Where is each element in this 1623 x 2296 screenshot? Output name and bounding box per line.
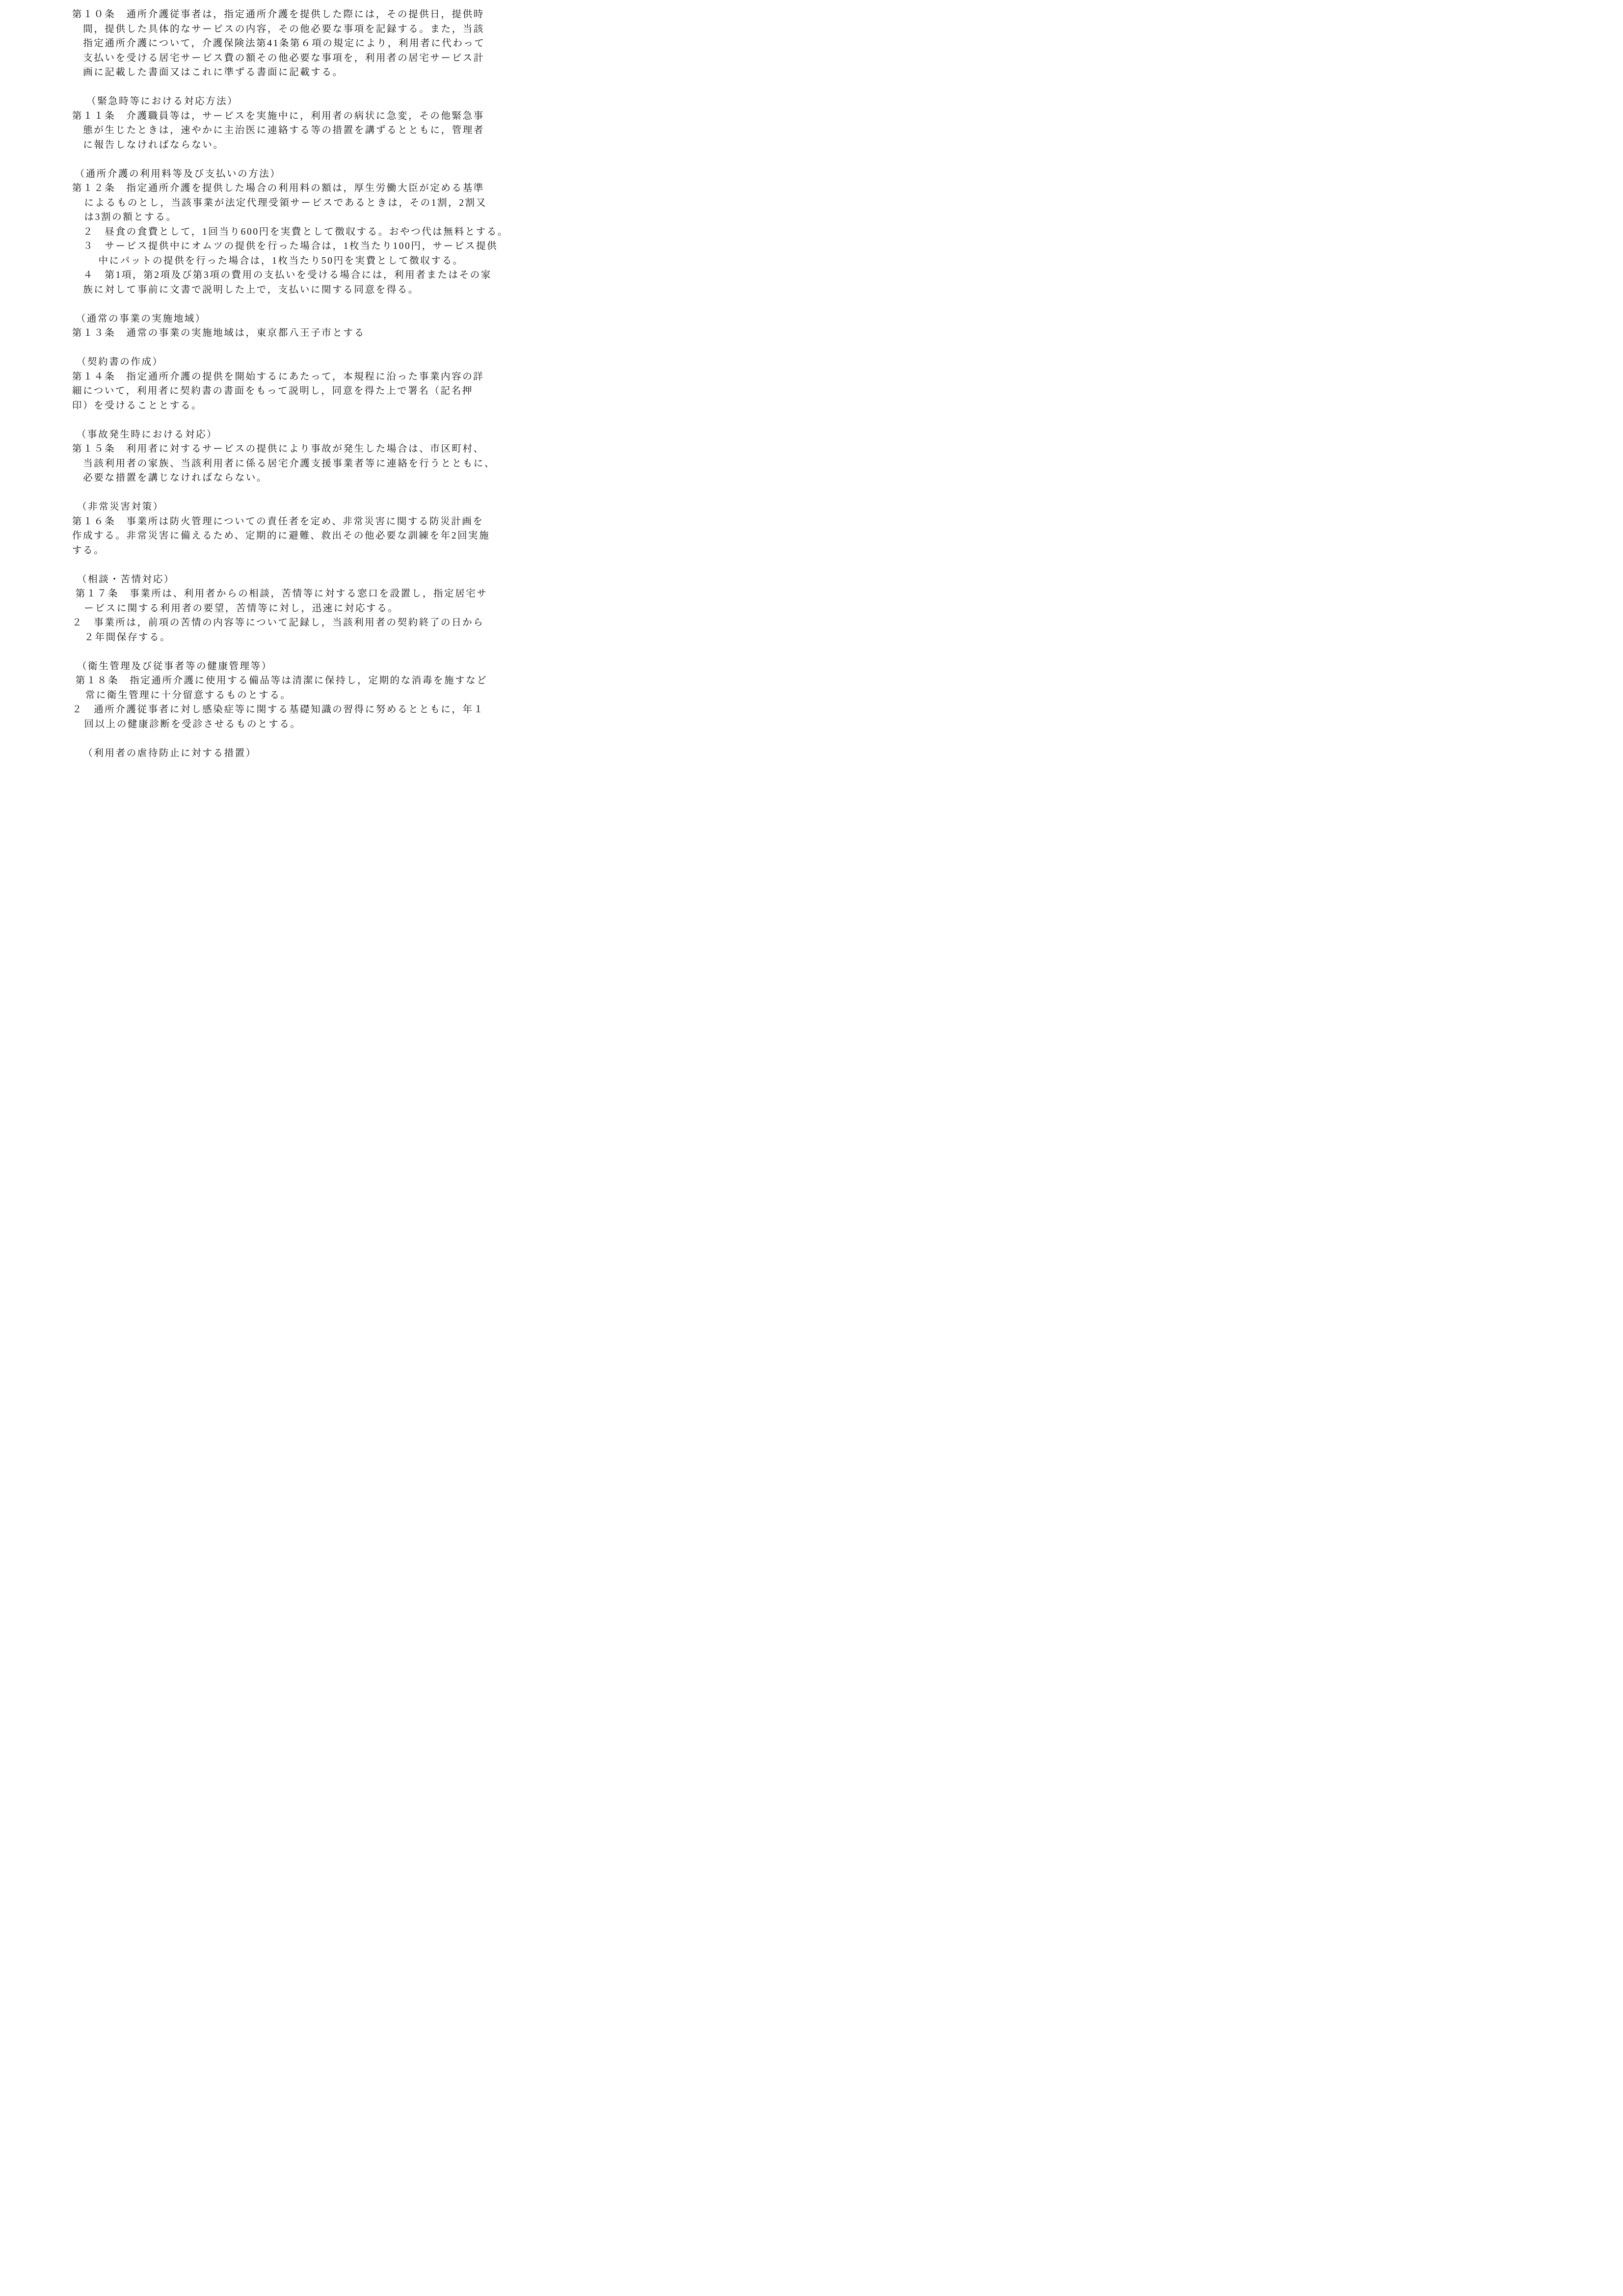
document-page [0,0,541,765]
document-line: ービスに関する利用者の要望，苦情等に対し，迅速に対応する。 [84,603,399,614]
document-line: ２ 昼食の食費として，1回当り600円を実費として徴収する。おやつ代は無料とする。 [83,226,509,237]
document-line: 印）を受けることとする。 [72,400,203,411]
section-heading: （非常災害対策） [77,502,164,512]
document-line: ３ サービス提供中にオムツの提供を行った場合は，1枚当たり100円，サービス提供 [83,241,498,251]
section-heading: （事故発生時における対応） [76,429,218,440]
document-line: ２ 事業所は，前項の苦情の内容等について記録し，当該利用者の契約終了の日から [72,618,484,628]
document-line: ２年間保存する。 [84,632,171,643]
document-line: 必要な措置を講じなければならない。 [83,473,267,483]
blank-line [72,413,541,428]
document-line: 作成する。非常災害に備えるため、定期的に避難、救出その他必要な訓練を年2回実施 [72,531,490,541]
section-heading: （通所介護の利用料等及び支払いの方法） [75,168,281,179]
document-line: 第１４条 指定通所介護の提供を開始するにあたって，本規程に沿った事業内容の詳 [72,371,484,382]
document-line: 細について，利用者に契約書の書面をもって説明し，同意を得た上で署名（記名押 [72,386,473,396]
blank-line [72,152,541,167]
blank-line [72,645,541,659]
document-line: 間，提供した具体的なサービスの内容，その他必要な事項を記録する。また，当該 [83,24,484,34]
section-heading: （利用者の虐待防止に対する措置） [83,748,257,758]
blank-line [72,80,541,95]
document-line: 第１８条 指定通所介護に使用する備品等は清潔に保持し，定期的な消毒を施すなど [75,675,488,686]
blank-line [72,297,541,312]
document-line: 第１６条 事業所は防火管理についての責任者を定め、非常災害に関する防災計画を [72,516,484,527]
blank-line [72,486,541,500]
document-line: 画に記載した書面又はこれに準ずる書面に記載する。 [83,67,344,78]
document-line: 回以上の健康診断を受診させるものとする。 [84,719,301,729]
document-line: ４ 第1項，第2項及び第3項の費用の支払いを受ける場合には，利用者またはその家 [83,270,492,280]
document-line: 態が生じたときは，速やかに主治医に連絡する等の措置を講ずるとともに，管理者 [83,125,484,135]
document-line: によるものとし，当該事業が法定代理受領サービスであるときは，その1割，2割又 [84,197,487,208]
document-line: 常に衛生管理に十分留意するものとする。 [85,690,292,701]
blank-line [72,341,541,355]
document-line: する。 [72,545,105,556]
section-heading: （通常の事業の実施地域） [76,313,206,324]
document-line: 第１７条 事業所は、利用者からの相談，苦情等に対する窓口を設置し，指定居宅サ [75,589,488,599]
document-line: 中にパットの提供を行った場合は，1枚当たり50円を実費として徴収する。 [98,255,464,266]
document-line: 族に対して事前に文書で説明した上で，支払いに関する同意を得る。 [83,284,420,295]
section-heading: （衛生管理及び従事者等の健康管理等） [77,661,272,672]
blank-line [72,558,541,572]
section-heading: （相談・苦情対応） [77,574,175,585]
blank-line [72,731,541,746]
document-line: 指定通所介護について，介護保険法第41条第６項の規定により，利用者に代わって [83,38,485,49]
document-line: は3割の額とする。 [84,212,177,222]
document-line: 支払いを受ける居宅サービス費の額その他必要な事項を，利用者の居宅サービス計 [83,53,484,63]
document-line: 第１３条 通常の事業の実施地域は，東京都八王子市とする [72,328,365,338]
document-line: 第１０条 通所介護従事者は，指定通所介護を提供した際には，その提供日，提供時 [72,9,484,20]
document-line: に報告しなければならない。 [83,139,224,150]
document-line: 第１１条 介護職員等は，サービスを実施中に，利用者の病状に急変，その他緊急事 [72,110,484,121]
section-heading: （緊急時等における対応方法） [86,96,239,107]
section-heading: （契約書の作成） [76,357,163,367]
document-line: 第１５条 利用者に対するサービスの提供により事故が発生した場合は、市区町村、 [72,444,484,454]
document-line: 第１２条 指定通所介護を提供した場合の利用料の額は，厚生労働大臣が定める基準 [72,183,484,193]
document-line: ２ 通所介護従事者に対し感染症等に関する基礎知識の習得に努めるとともに，年１ [72,704,484,715]
document-line: 当該利用者の家族、当該利用者に係る居宅介護支援事業者等に連絡を行うとともに、 [83,458,496,469]
